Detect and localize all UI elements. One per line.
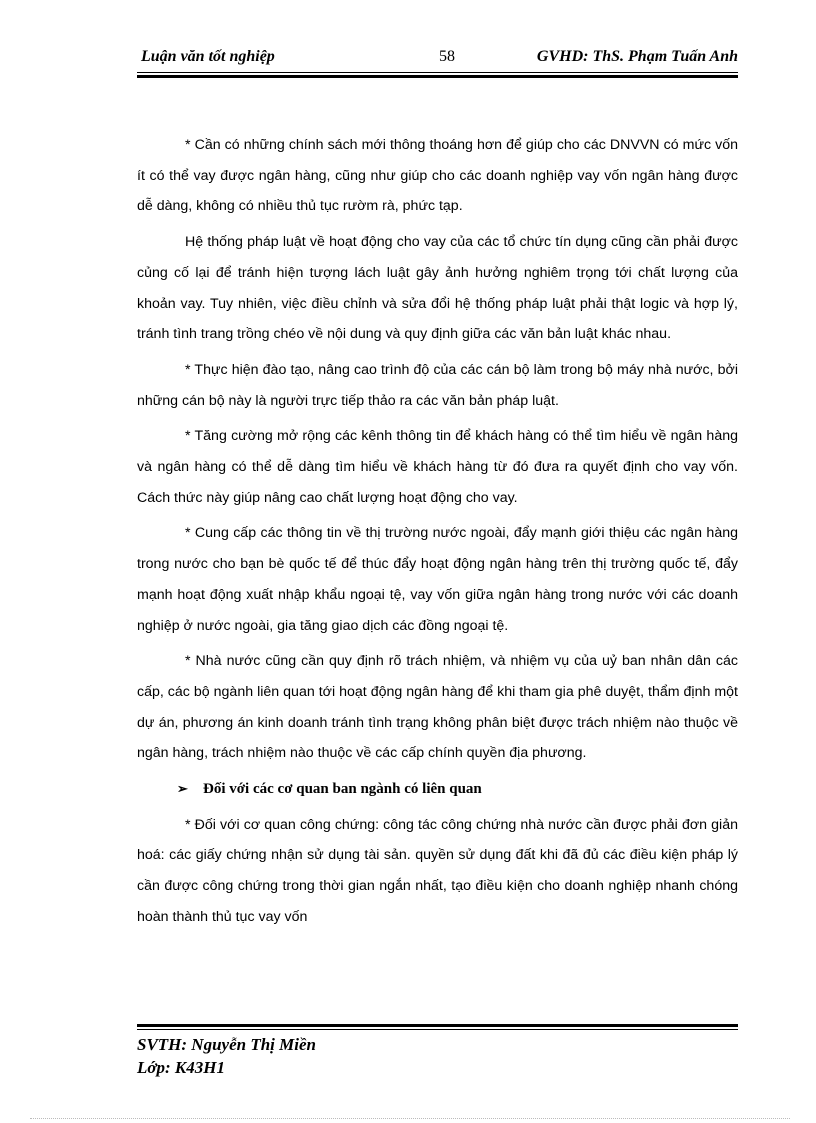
paragraph: * Cung cấp các thông tin về thị trường nước ngoài, đẩy mạnh giới thiệu các ngân hàng trong nước cho bạn bè quốc tế để thúc đẩy hoạt động ngân hàng trên thị trường quốc tế, đẩy mạnh hoạt động xuất nhập khẩu ngoại tệ, vay vốn giữa ngân hàng trong nước với các doanh nghiệp ở nước ngoài, gia tăng giao dịch các đồng ngoại tệ. (137, 525, 738, 634)
header-rule-thick (137, 75, 738, 78)
subheading-text: Đối với các cơ quan ban ngành có liên quan (203, 781, 482, 798)
header-rule-thin (137, 72, 738, 73)
footer-rule-thick (137, 1024, 738, 1027)
page-number: 58 (439, 48, 455, 65)
paragraph: * Tăng cường mở rộng các kênh thông tin để khách hàng có thể tìm hiểu về ngân hàng và ngân hàng có thể dễ dàng tìm hiểu về khách hàng từ đó đưa ra quyết định cho vay vốn. Cách thức này giúp nâng cao chất lượng hoạt động cho vay. (137, 428, 738, 506)
paragraph: * Đối với cơ quan công chứng: công tác công chứng nhà nước cần được phải đơn giản hoá: các giấy chứng nhận sử dụng tài sản. quyền sử dụng đất khi đã đủ các điều kiện pháp lý cần được công chứng trong thời gian ngắn nhất, tạo điều kiện cho doanh nghiệp nhanh chóng hoàn thành thủ tục vay vốn (137, 816, 738, 925)
footer-rule-thin (137, 1029, 738, 1030)
paragraph: * Thực hiện đào tạo, nâng cao trình độ của các cán bộ làm trong bộ máy nhà nước, bởi những cán bộ này là người trực tiếp thảo ra các văn bản pháp luật. (137, 361, 738, 409)
header-supervisor: GVHD: ThS. Phạm Tuấn Anh (536, 48, 738, 65)
page-footer (137, 1033, 738, 1079)
paragraph: Hệ thống pháp luật về hoạt động cho vay của các tổ chức tín dụng cũng cần phải được củng cố lại để tránh hiện tượng lách luật gây ảnh hưởng nghiêm trọng tới chất lượng của khoản vay. Tuy nhiên, việc điều chỉnh và sửa đổi hệ thống pháp luật phải thật logic và hợp lý, tránh tình trang trồng chéo về nội dung và quy định giữa các văn bản luật khác nhau. (137, 234, 738, 343)
footer-student-name: SVTH: Nguyễn Thị Miền (137, 1035, 316, 1054)
page-border-dotted (30, 1118, 790, 1119)
subheading (137, 774, 738, 805)
header-thesis-label: Luận văn tốt nghiệp (141, 48, 275, 65)
arrow-bullet-icon: ➢ (177, 781, 188, 797)
document-body (137, 130, 738, 938)
paragraph: * Cần có những chính sách mới thông thoáng hơn để giúp cho các DNVVN có mức vốn ít có thể vay được ngân hàng, cũng như giúp cho các doanh nghiệp vay vốn ngân hàng được dễ dàng, không có nhiều thủ tục rườm rà, phức tạp. (137, 137, 738, 215)
footer-class: Lớp: K43H1 (137, 1058, 225, 1077)
paragraph: * Nhà nước cũng cần quy định rõ trách nhiệm, và nhiệm vụ của uỷ ban nhân dân các cấp, các bộ ngành liên quan tới hoạt động ngân hàng để khi tham gia phê duyệt, thẩm định một dự án, phương án kinh doanh tránh tình trạng không phân biệt được trách nhiệm nào thuộc về ngân hàng, trách nhiệm nào thuộc về các cấp chính quyền địa phương. (137, 653, 738, 762)
